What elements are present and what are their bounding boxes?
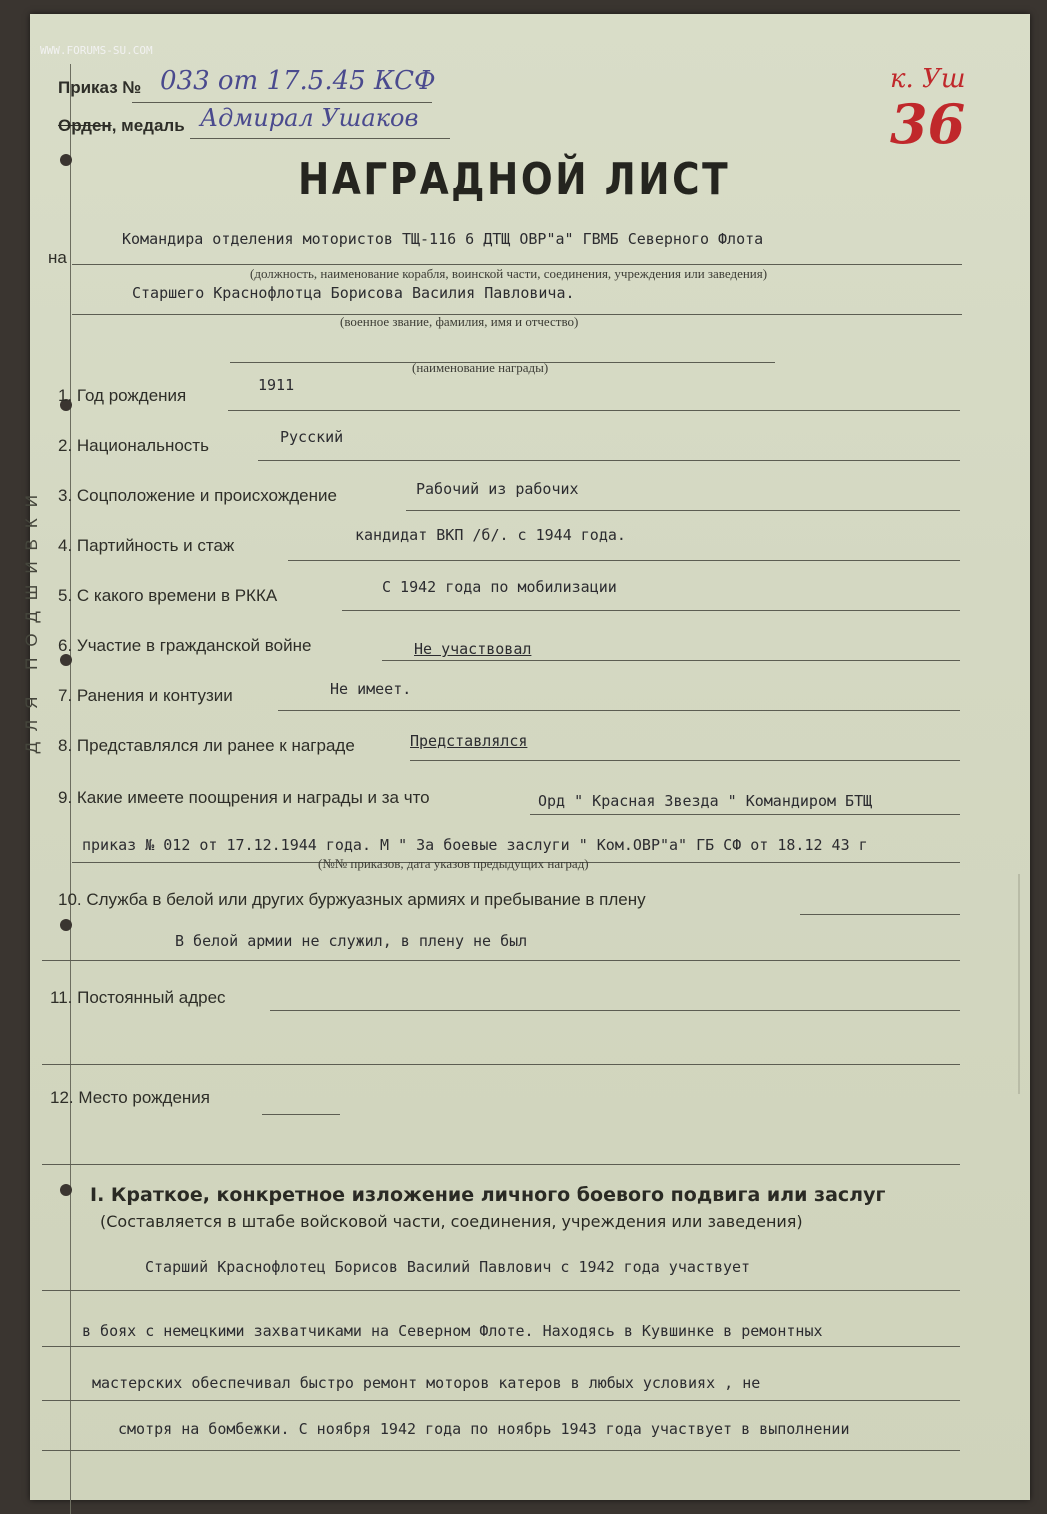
section-1-subheading: (Составляется в штабе войсковой части, соединения, учреждения или заведения) [100, 1212, 803, 1231]
field-civil-war-label: 6. Участие в гражданской войне [58, 636, 312, 655]
rank-name-hint: (военное звание, фамилия, имя и отчество) [340, 314, 579, 329]
punch-hole [60, 154, 72, 166]
field-birth-year-value: 1911 [258, 376, 295, 394]
field-party-value: кандидат ВКП /б/. с 1944 года. [355, 526, 626, 544]
field-social-origin-value: Рабочий из рабочих [416, 480, 579, 498]
section-1-line: смотря на бомбежки. С ноября 1942 года по ноябрь 1943 года участвует в выполнении [118, 1420, 850, 1438]
field-awards-label: 9. Какие имеете поощрения и награды и за что [58, 788, 430, 807]
field-white-army-label: 10. Служба в белой или других буржуазных армиях и пребывание в плену [58, 890, 646, 909]
field-awards-value-2: приказ № 012 от 17.12.1944 года. М " За боевые заслуги " Ком.ОВР"а" ГБ СФ от 18.12 43 г [82, 836, 868, 854]
paper-crease [1018, 874, 1020, 1094]
field-birthplace-label: 12. Место рождения [50, 1088, 210, 1107]
field-prior-nomination-value: Представлялся [410, 732, 528, 750]
punch-hole [60, 919, 72, 931]
field-awards-hint: (№№ приказов, дата указов предыдущих наград) [318, 856, 589, 871]
position-value: Командира отделения мотористов ТЩ-116 6 ДТЩ ОВР"а" ГВМБ Северного Флота [122, 230, 764, 248]
field-wounds-value: Не имеет. [330, 680, 412, 698]
award-hint: (наименование награды) [412, 360, 549, 375]
order-number: 033 от 17.5.45 КСФ [160, 66, 436, 96]
field-social-origin-label: 3. Соцположение и происхождение [58, 486, 337, 505]
nominee-prefix: на [48, 248, 67, 267]
award-name: Адмирал Ушаков [200, 104, 419, 132]
field-wounds-label: 7. Ранения и контузии [58, 686, 233, 705]
field-prior-nomination-label: 8. Представлялся ли ранее к награде [58, 736, 355, 755]
binding-margin-label: ДЛЯ ПОДШИВКИ [22, 484, 41, 754]
award-type-struck: Орден [58, 116, 112, 135]
position-hint: (должность, наименование корабля, воинской части, соединения, учреждения или заведения) [250, 266, 768, 281]
stamp-note: к. Уш [890, 64, 966, 94]
order-label: Приказ № [58, 78, 142, 97]
field-nationality-value: Русский [280, 428, 344, 446]
field-army-since-label: 5. С какого времени в РККА [58, 586, 278, 605]
field-address-label: 11. Постоянный адрес [50, 988, 226, 1007]
section-1-line: Старший Краснофлотец Борисов Василий Павлович с 1942 года участвует [145, 1258, 751, 1276]
section-1-heading: I. Краткое, конкретное изложение личного боевого подвига или заслуг [90, 1184, 886, 1206]
award-type-rest: , медаль [111, 116, 185, 135]
field-nationality-label: 2. Национальность [58, 436, 209, 455]
field-army-since-value: С 1942 года по мобилизации [382, 578, 617, 596]
field-awards-value-1: Орд " Красная Звезда " Командиром БТЩ [538, 792, 873, 810]
section-1-line: мастерских обеспечивал быстро ремонт моторов катеров в любых условиях , не [92, 1374, 761, 1392]
document-title: НАГРАДНОЙ ЛИСТ [298, 154, 731, 205]
field-white-army-value: В белой армии не служил, в плену не был [175, 932, 528, 950]
rank-name-value: Старшего Краснофлотца Борисова Василия Павловича. [132, 284, 575, 302]
punch-hole [60, 1184, 72, 1196]
section-1-line: в боях с немецкими захватчиками на Северном Флоте. Находясь в Кувшинке в ремонтных [82, 1322, 823, 1340]
field-civil-war-value: Не участвовал [414, 640, 532, 658]
watermark: WWW.FORUMS-SU.COM [40, 44, 153, 57]
award-type-label [58, 116, 185, 136]
field-birth-year-label: 1. Год рождения [58, 386, 187, 405]
award-sheet [22, 14, 1030, 1500]
stamp-number: 36 [890, 92, 966, 156]
field-party-label: 4. Партийность и стаж [58, 536, 235, 555]
